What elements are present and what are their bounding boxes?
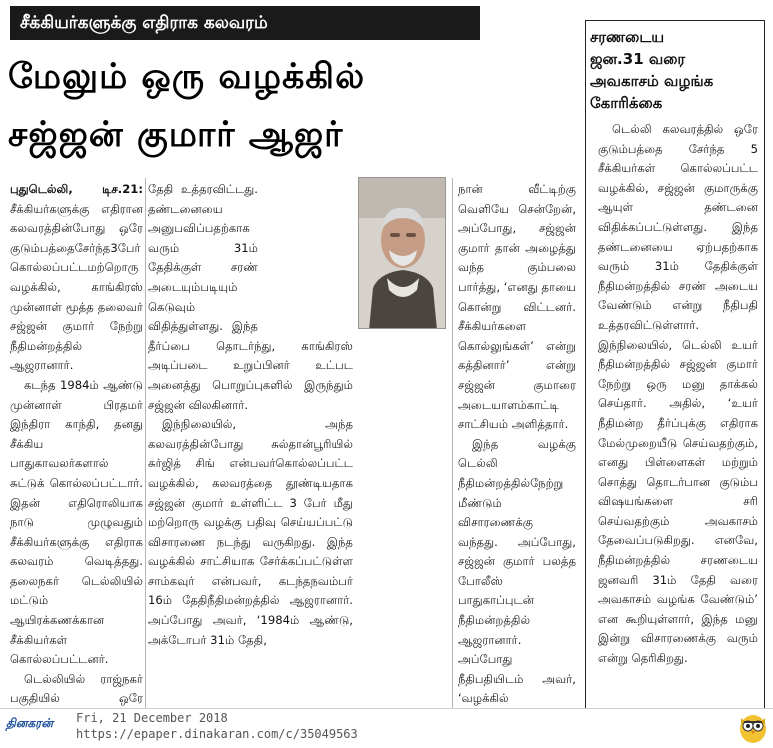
paragraph: இந்நிலையில், அந்த கலவரத்தின்போது சுல்தான்பூரியில் சுர்ஜித் சிங் என்பவர்கொல்லப்பட்ட வழக்கில், கலவரத்தை தூண்டியதாக சஜ்ஜன் குமார் உள்ளிட்ட 3 பேர் மீது மற்றொரு வழக்கு பதிவு செய்யப்பட்டு விசாரணை நடந்து வருகிறது. இந்த வழக்கில் சாட்சியாக சேர்க்கப்பட்டுள்ள சாம்கவுர் என்பவர், கடந்தநவம்பர் 16ம் தேதிநீதிமன்றத்தில் ஆஜரானார். அப்போது அவர், ‘1984ம் ஆண்டு, அக்டோபர் 31ம் தேதி, xyxy=(148,417,353,647)
dateline: புதுடெல்லி, டிச.21: xyxy=(10,182,143,196)
paragraph: இந்த வழக்கு டெல்லி நீதிமன்றத்தில்நேற்று மீண்டும் விசாரணைக்கு வந்தது. அப்போது, சஜ்ஜன் குமார் பலத்த போலீஸ் பாதுகாப்புடன் நீதிமன்றத்தில் ஆஜரானார். அப்போது நீதிபதியிடம் அவர், ‘வழக்கில் xyxy=(458,436,576,706)
paragraph: டெல்லியில் ராஜ்நகர் பகுதியில் ஒரே xyxy=(10,671,143,706)
column-divider xyxy=(145,178,146,708)
paragraph: கடந்த 1984ம் ஆண்டு முன்னாள் பிரதமர் இந்திரா காந்தி, தனது சீக்கிய பாதுகாவலர்களால் சுட்டுக் கொல்லப்பட்டார். இதன் எதிரொலியாக நாடு முழுவதும் சீக்கியர்களுக்கு எதிராக கலவரம் வெடித்தது. தலைநகர் டெல்லியில் மட்டும் ஆயிரக்கணக்கான சீக்கியர்கள் கொல்லப்பட்டனர். xyxy=(10,377,143,667)
portrait-image xyxy=(359,178,446,329)
sidebar-headline-line: ஜன.31 வரை xyxy=(590,50,686,68)
headline xyxy=(8,48,574,164)
paragraph-text: சீக்கியர்களுக்கு எதிரான கலவரத்தின்போது ஒரே குடும்பத்தைசேர்ந்த3பேர் கொல்லப்பட்டமற்றொரு வழக்கில், காங்கிரஸ் முன்னாள் மூத்த தலைவர் சஜ்ஜன் குமார் நேற்று நீதிமன்றத்தில் ஆஜரானார். xyxy=(10,201,143,373)
article-column-3 xyxy=(458,180,576,708)
sidebar-body xyxy=(598,120,758,708)
sidebar-headline-line: சரணடைய xyxy=(590,28,665,46)
headline-line-1: மேலும் ஒரு வழக்கில் xyxy=(8,57,366,97)
kicker-banner: சீக்கியர்களுக்கு எதிராக கலவரம் xyxy=(10,6,480,40)
sidebar-headline xyxy=(590,26,760,114)
column-divider xyxy=(452,178,453,708)
article-column-1 xyxy=(10,180,143,708)
owl-mascot-icon xyxy=(738,710,768,744)
sidebar-headline-line: அவகாசம் வழங்க xyxy=(590,72,714,90)
sidebar-headline-line: கோரிக்கை xyxy=(590,94,663,112)
paragraph xyxy=(10,180,143,376)
dinakaran-logo: தினகரன் xyxy=(6,716,53,730)
paragraph: நான் வீட்டிற்கு வெளியே சென்றேன், அப்போது, சஜ்ஜன் குமார் தான் அழைத்து வந்த கும்பலை பார்த்து, ‘எனது தாயை கொன்று விட்டனர். சீக்கியர்களை கொல்லுங்கள்’ என்று கத்தினார்’ என்று சஜ்ஜன் குமாரை அடையாளம்காட்டி சாட்சியம் அளித்தார். xyxy=(458,182,576,432)
edition-date: Fri, 21 December 2018 xyxy=(76,711,228,725)
photo-float-space xyxy=(258,180,353,332)
paragraph: தேதி உத்தரவிட்டது. தண்டனையை அனுபவிப்பதற்காக வரும் 31ம் தேதிக்குள் சரண் அடையும்படியும் கெடுவும் விதித்துள்ளது. இந்த தீர்ப்பை தொடர்ந்து, காங்கிரஸ் அடிப்படை உறுப்பினர் உட்பட அனைத்து பொறுப்புகளில் இருந்தும் சஜ்ஜன் விலகினார். xyxy=(148,182,353,412)
sajjan-kumar-photo xyxy=(358,177,446,329)
headline-line-2: சஜ்ஜன் குமார் ஆஜர் xyxy=(8,115,344,155)
article-column-2 xyxy=(148,180,353,708)
paragraph: டெல்லி கலவரத்தில் ஒரே குடும்பத்தை சேர்ந்த 5 சீக்கியர்கள் கொல்லப்பட்ட வழக்கில், சஜ்ஜன் குமாருக்கு ஆயுள் தண்டனை விதிக்கப்பட்டுள்ளது. இந்த தண்டனையை ஏற்பதற்காக வரும் 31ம் தேதிக்குள் நீதிமன்றத்தில் சரண் அடைய வேண்டும் என்று நீதிபதி உத்தரவிட்டுள்ளார். இந்நிலையில், டெல்லி உயர் நீதிமன்றத்தில் சஜ்ஜன் குமார் நேற்று ஒரு மனு தாக்கல் செய்தார். அதில், ‘உயர் நீதிமன்ற தீர்ப்புக்கு எதிராக மேல்முறையீடு செய்வதற்கும், எனது பிள்ளைகள் மற்றும் சொத்து தொடர்பான குடும்ப விஷயங்களை சரி செய்வதற்கும் அவகாசம் தேவைப்படுகிறது. எனவே, நீதிமன்றத்தில் சரணடைய ஜனவரி 31ம் தேதி வரை அவகாசம் வழங்க வேண்டும்’ என கூறியுள்ளார், இந்த மனு இன்று விசாரணைக்கு வரும் என்று தெரிகிறது. xyxy=(598,122,758,666)
epaper-link[interactable]: https://epaper.dinakaran.com/c/35049563 xyxy=(76,727,358,741)
